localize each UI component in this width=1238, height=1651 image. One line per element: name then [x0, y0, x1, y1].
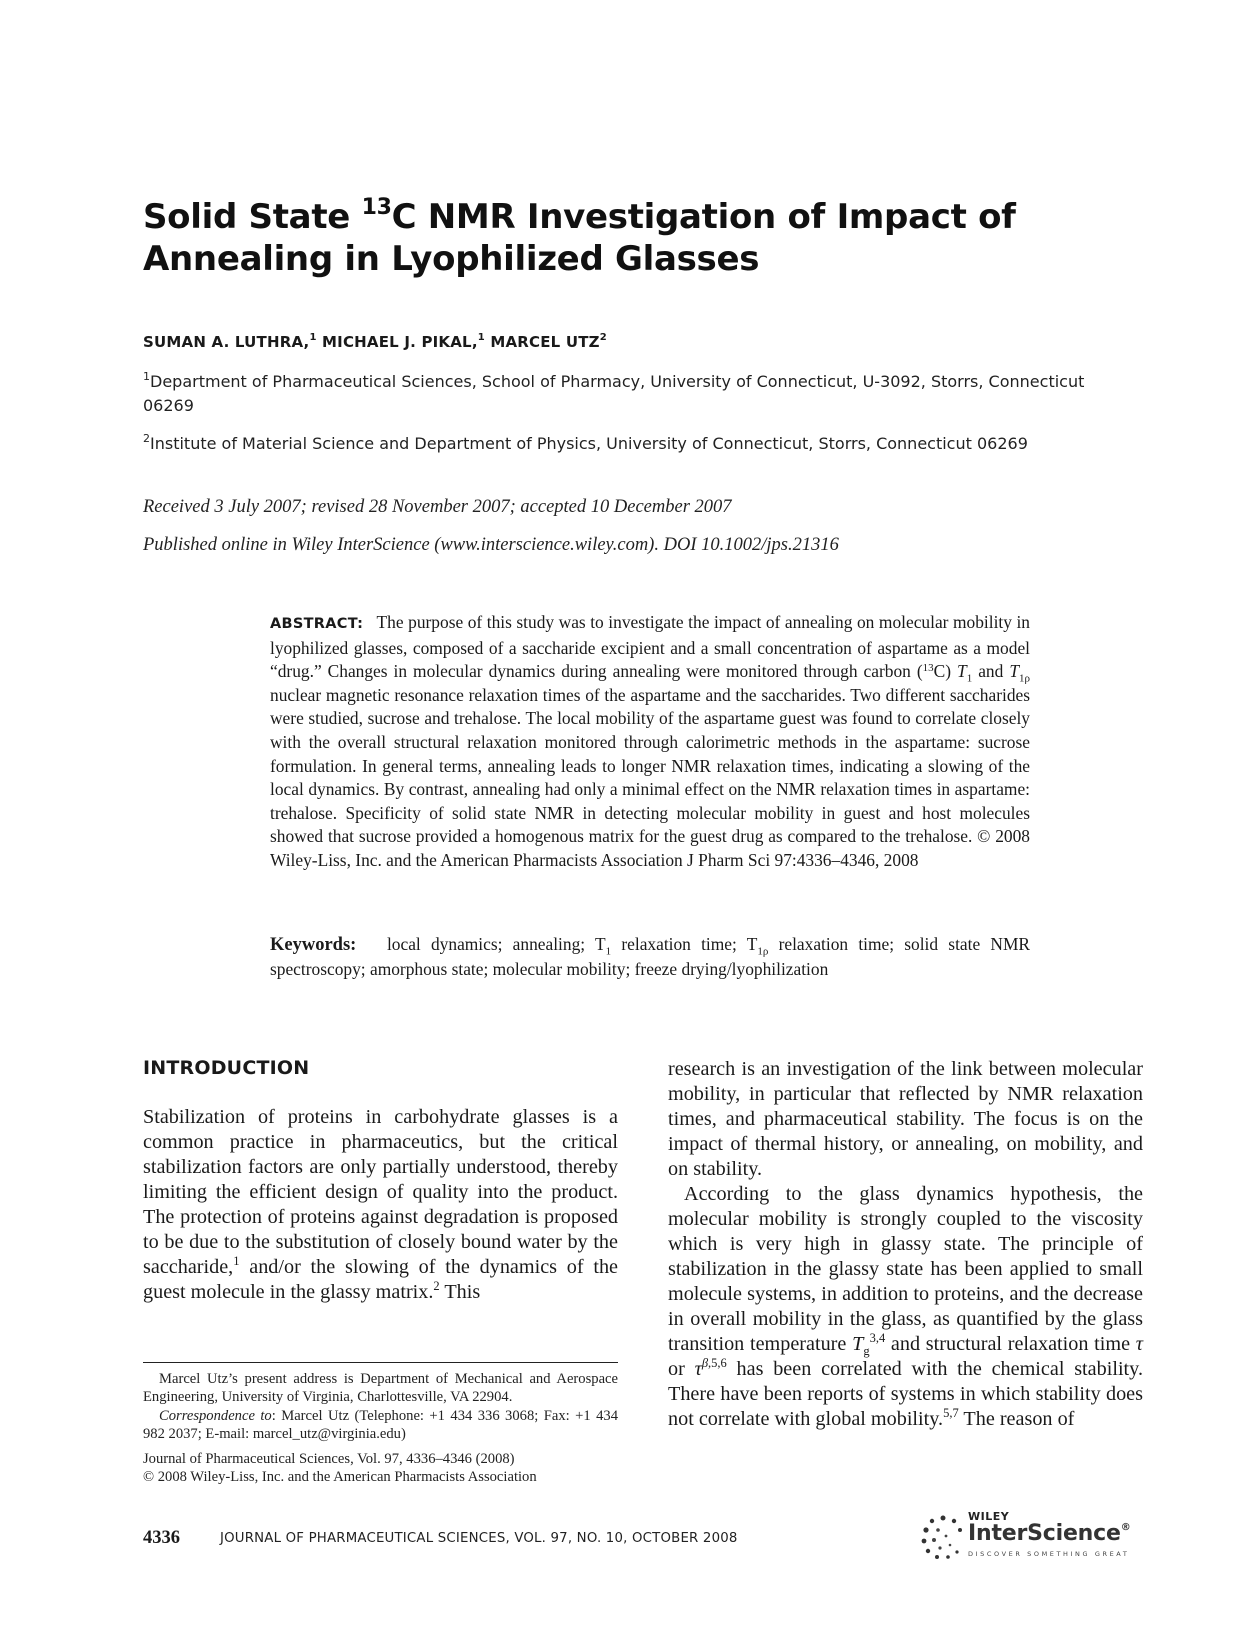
received-dates: Received 3 July 2007; revised 28 November 2007; accepted 10 December 2007	[143, 497, 732, 517]
introduction-right-column: research is an investigation of the link between molecular mobility, in particular that reflected by NMR relaxation times, and pharmaceutical stability. The focus is on the impact of thermal history, or annealing, on mobility, and on stability. According to the glass dynamics hypothesis, the molecular mobility is strongly coupled to the viscosity which is very high in glassy state. The principle of stabilization in the glassy state has been applied to small molecule systems, in addition to proteins, and the decrease in overall mobility in the glass, as quantified by the glass transition temperature $T_g^{3,4}$ and structural relaxation time τ or $\tau^{\beta,5,6}$ has been correlated with the chemical stability. There have been reports of systems in which stability does not correlate with global mobility.$^{5,7}$ The reason of	[668, 1058, 1143, 1430]
footnote-divider	[143, 1362, 618, 1363]
page-number: 4336	[143, 1528, 180, 1548]
wiley-interscience-logo	[918, 1510, 1143, 1565]
affiliation-2: $^2$Institute of Material Science and Department of Physics, University of Connecticut, Storrs, Connecticut 06269	[143, 432, 1028, 453]
footnote-journal: Journal of Pharmaceutical Sciences, Vol. 97, 4336–4346 (2008)	[143, 1450, 515, 1467]
author-name: SUMAN A. LUTHRA,	[143, 333, 310, 351]
affiliation-1: $^1$Department of Pharmaceutical Sciences, School of Pharmacy, University of Connecticut, U-3092, Storrs, Connecticut 06269	[143, 370, 1085, 415]
abstract-label: ABSTRACT:	[270, 616, 364, 632]
abstract: ABSTRACT: The purpose of this study was to investigate the impact of annealing on molecular mobility in lyophilized glasses, composed of a saccharide excipient and a small concentration of aspartame as a model “drug.” Changes in molecular dynamics during annealing were monitored through carbon ($^{13}$C) $T_1$ and $T_{1\rho}$ nuclear magnetic resonance relaxation times of the aspartame and the saccharides. Two different saccharides were studied, sucrose and trehalose. The local mobility of the aspartame guest was found to correlate closely with the overall structural relaxation monitored through calorimetric methods in the aspartame: sucrose formulation. In general terms, annealing leads to longer NMR relaxation times, indicating a slowing of the local dynamics. By contrast, annealing had only a minimal effect on the NMR relaxation times in aspartame: trehalose. Specificity of solid state NMR in detecting molecular mobility in guest and host molecules showed that sucrose provided a homogenous matrix for the guest drug as compared to the trehalose. © 2008 Wiley-Liss, Inc. and the American Pharmacists Association J Pharm Sci 97:4336–4346, 2008	[270, 612, 1030, 870]
footnote-correspondence: Correspondence to: Marcel Utz (Telephone: +1 434 336 3068; Fax: +1 434 982 2037; E-mail: marcel_utz@virginia.edu)	[143, 1407, 618, 1443]
keywords: Keywords: local dynamics; annealing; $T_1$ relaxation time; $T_{1\rho}$ relaxation time; solid state NMR spectroscopy; amorphous state; molecular mobility; freeze drying/lyophilization	[270, 934, 1031, 979]
section-heading-introduction: INTRODUCTION	[143, 1057, 310, 1079]
footnote-copyright: © 2008 Wiley-Liss, Inc. and the American Pharmacists Association	[143, 1469, 537, 1486]
footnote-address: Marcel Utz’s present address is Department of Mechanical and Aerospace Engineering, University of Virginia, Charlottesville, VA 22904.	[143, 1371, 618, 1406]
author-list: SUMAN A. LUTHRA,$^1$ MICHAEL J. PIKAL,$^1$ MARCEL UTZ$^2$	[143, 332, 607, 351]
running-footer: JOURNAL OF PHARMACEUTICAL SCIENCES, VOL. 97, NO. 10, OCTOBER 2008	[220, 1531, 738, 1546]
footnotes	[143, 1370, 618, 1486]
logo-wiley-text: WILEY	[968, 1510, 1010, 1523]
logo-main-text: InterScience®	[968, 1521, 1131, 1546]
publication-info: Published online in Wiley InterScience (www.interscience.wiley.com). DOI 10.1002/jps.21316	[143, 535, 839, 555]
logo-dots-icon	[918, 1512, 968, 1562]
author-name: MICHAEL J. PIKAL,	[322, 333, 478, 351]
author-name: MARCEL UTZ	[490, 333, 600, 351]
introduction-left-column: Stabilization of proteins in carbohydrate glasses is a common practice in pharmaceutics, but the critical stabilization factors are only partially understood, thereby limiting the efficient design of quality into the product. The protection of proteins against degradation is proposed to be due to the substitution of closely bound water by the saccharide,$^1$ and/or the slowing of the dynamics of the guest molecule in the glassy matrix.$^2$ This	[143, 1106, 618, 1303]
keywords-label: Keywords:	[270, 935, 357, 955]
article-title: Solid State $^{13}$C NMR Investigation of Impact of Annealing in Lyophilized Glasses	[143, 195, 1016, 279]
logo-tagline: DISCOVER SOMETHING GREAT	[968, 1550, 1130, 1558]
